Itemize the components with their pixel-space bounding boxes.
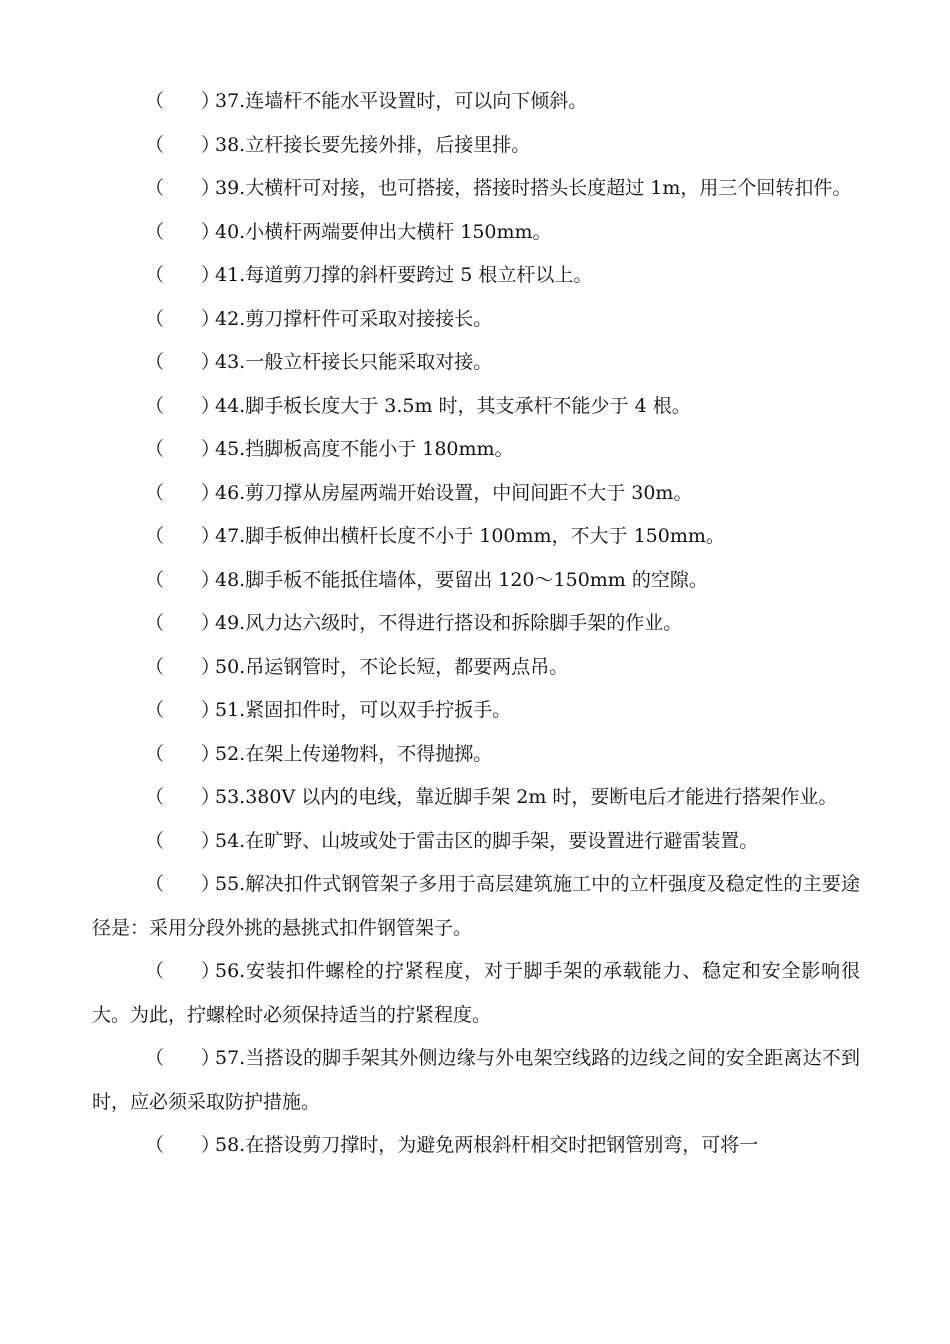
list-item xyxy=(92,472,860,516)
question-text: 脚手板伸出横杆长度不小于 100mm，不大于 150mm。 xyxy=(245,525,725,547)
question-text: 脚手板不能抵住墙体，要留出 120～150mm 的空隙。 xyxy=(245,568,708,591)
list-item xyxy=(92,515,860,559)
answer-blank[interactable]: （ ） xyxy=(145,394,221,417)
list-item xyxy=(92,689,860,733)
question-text: 在架上传递物料，不得抛掷。 xyxy=(245,742,493,765)
question-number: 37. xyxy=(215,90,246,112)
list-item xyxy=(92,124,860,168)
answer-blank[interactable]: （ ） xyxy=(145,177,221,199)
list-item xyxy=(92,341,860,385)
question-text: 挡脚板高度不能小于 180mm。 xyxy=(245,438,514,460)
answer-blank[interactable]: （ ） xyxy=(145,655,221,678)
list-item xyxy=(92,950,860,1037)
question-text: 安装扣件螺栓的拧紧程度，对于脚手架的承载能力、稳定和安全影响很大。为此，拧螺栓时必须保持适当的拧紧程度。 xyxy=(92,960,860,1026)
question-number: 45. xyxy=(215,438,246,460)
answer-blank[interactable]: （ ） xyxy=(145,612,221,634)
question-text: 每道剪刀撑的斜杆要跨过 5 根立杆以上。 xyxy=(245,264,593,286)
question-text: 剪刀撑从房屋两端开始设置，中间间距不大于 30m。 xyxy=(245,481,693,504)
question-number: 38. xyxy=(215,133,246,156)
answer-blank[interactable]: （ ） xyxy=(145,786,221,808)
question-list xyxy=(92,80,860,1168)
question-number: 55. xyxy=(215,873,246,895)
question-text: 小横杆两端要伸出大横杆 150mm。 xyxy=(245,220,552,243)
answer-blank[interactable]: （ ） xyxy=(145,960,221,982)
answer-blank[interactable]: （ ） xyxy=(145,307,221,330)
answer-blank[interactable]: （ ） xyxy=(145,1047,221,1069)
answer-blank[interactable]: （ ） xyxy=(145,264,221,286)
question-text: 当搭设的脚手架其外侧边缘与外电架空线路的边线之间的安全距离达不到时，应必须采取防护措施。 xyxy=(92,1047,860,1113)
answer-blank[interactable]: （ ） xyxy=(145,699,221,721)
question-text: 一般立杆接长只能采取对接。 xyxy=(245,351,493,373)
question-number: 52. xyxy=(215,742,246,765)
list-item xyxy=(92,298,860,342)
question-number: 58. xyxy=(215,1134,246,1156)
question-text: 解决扣件式钢管架子多用于高层建筑施工中的立杆强度及稳定性的主要途径是：采用分段外挑的悬挑式扣件钢管架子。 xyxy=(92,873,860,939)
list-item xyxy=(92,428,860,472)
question-number: 41. xyxy=(215,264,246,286)
answer-blank[interactable]: （ ） xyxy=(145,220,221,243)
question-number: 48. xyxy=(215,568,246,591)
question-text: 在旷野、山坡或处于雷击区的脚手架，要设置进行避雷装置。 xyxy=(245,829,759,852)
question-number: 54. xyxy=(215,829,246,852)
list-item xyxy=(92,167,860,211)
answer-blank[interactable]: （ ） xyxy=(145,829,221,852)
list-item xyxy=(92,1124,860,1168)
question-number: 57. xyxy=(215,1047,246,1069)
question-number: 50. xyxy=(215,655,246,678)
answer-blank[interactable]: （ ） xyxy=(145,90,221,112)
question-number: 42. xyxy=(215,307,246,330)
answer-blank[interactable]: （ ） xyxy=(145,742,221,765)
list-item xyxy=(92,211,860,255)
list-item xyxy=(92,733,860,777)
answer-blank[interactable]: （ ） xyxy=(145,568,221,591)
question-number: 46. xyxy=(215,481,246,504)
list-item xyxy=(92,80,860,124)
question-text: 大横杆可对接，也可搭接，搭接时搭头长度超过 1m，用三个回转扣件。 xyxy=(245,177,852,199)
list-item xyxy=(92,1037,860,1124)
list-item xyxy=(92,559,860,603)
list-item xyxy=(92,602,860,646)
question-text: 风力达六级时，不得进行搭设和拆除脚手架的作业。 xyxy=(245,612,683,634)
question-number: 56. xyxy=(215,960,246,982)
question-number: 49. xyxy=(215,612,246,634)
question-text: 吊运钢管时，不论长短，都要两点吊。 xyxy=(245,655,569,678)
question-number: 43. xyxy=(215,351,246,373)
answer-blank[interactable]: （ ） xyxy=(145,525,221,547)
list-item xyxy=(92,863,860,950)
answer-blank[interactable]: （ ） xyxy=(145,1134,221,1156)
question-text: 脚手板长度大于 3.5m 时，其支承杆不能少于 4 根。 xyxy=(245,394,691,417)
question-text: 连墙杆不能水平设置时，可以向下倾斜。 xyxy=(245,90,588,112)
question-number: 44. xyxy=(215,394,246,417)
question-text: 380V 以内的电线，靠近脚手架 2m 时，要断电后才能进行搭架作业。 xyxy=(245,786,838,808)
list-item xyxy=(92,646,860,690)
answer-blank[interactable]: （ ） xyxy=(145,873,221,895)
answer-blank[interactable]: （ ） xyxy=(145,351,221,373)
answer-blank[interactable]: （ ） xyxy=(145,438,221,460)
question-number: 47. xyxy=(215,525,246,547)
question-number: 53. xyxy=(215,786,246,808)
list-item xyxy=(92,820,860,864)
question-number: 39. xyxy=(215,177,246,199)
question-text: 紧固扣件时，可以双手拧扳手。 xyxy=(245,699,512,721)
question-text: 剪刀撑杆件可采取对接接长。 xyxy=(245,307,493,330)
list-item xyxy=(92,385,860,429)
answer-blank[interactable]: （ ） xyxy=(145,481,221,504)
question-text: 在搭设剪刀撑时，为避免两根斜杆相交时把钢管别弯，可将一 xyxy=(245,1134,759,1156)
question-number: 51. xyxy=(215,699,246,721)
list-item xyxy=(92,254,860,298)
answer-blank[interactable]: （ ） xyxy=(145,133,221,156)
question-number: 40. xyxy=(215,220,246,243)
question-text: 立杆接长要先接外排，后接里排。 xyxy=(245,133,531,156)
list-item xyxy=(92,776,860,820)
